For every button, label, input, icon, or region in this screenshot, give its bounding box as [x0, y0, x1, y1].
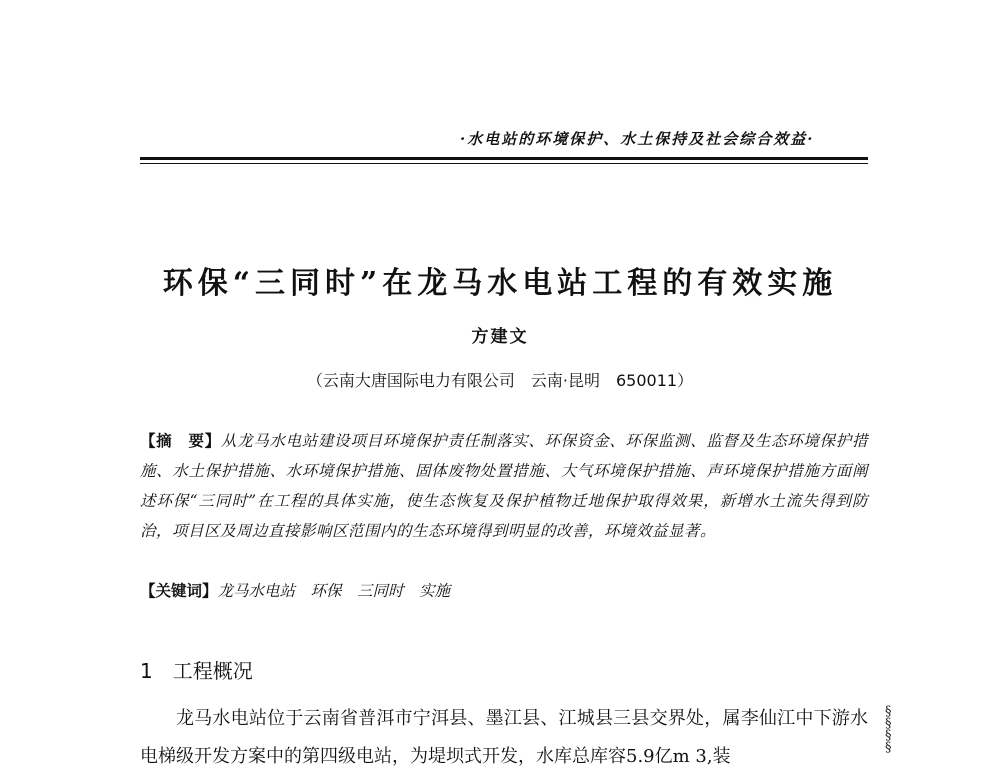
section-heading: 1 工程概况	[140, 659, 253, 683]
abstract-label: 【摘 要】	[140, 432, 221, 450]
margin-section-marks: § § § §	[885, 704, 892, 755]
keywords	[140, 576, 868, 606]
abstract-text: 从龙马水电站建设项目环境保护责任制落实、环保资金、环保监测、监督及生态环境保护措施、水土保护措施、水环境保护措施、固体废物处置措施、大气环境保护措施、声环境保护措施方面阐述环保“三同时”在工程的具体实施，使生态恢复及保护植物迁地保护取得效果，新增水土流失得到防治，项目区及周边直接影响区范围内的生态环境得到明显的改善，环境效益显著。	[140, 432, 868, 540]
header-rule-thick	[140, 157, 868, 160]
running-header: ·水电站的环境保护、水土保持及社会综合效益·	[460, 130, 815, 148]
margin-marks	[885, 706, 901, 766]
header-rule-thin	[140, 163, 868, 164]
keywords-text: 龙马水电站 环保 三同时 实施	[217, 582, 451, 600]
section-paragraph: 龙马水电站位于云南省普洱市宁洱县、墨江县、江城县三县交界处，属李仙江中下游水电梯级开发方案中的第四级电站，为堤坝式开发，水库总库容5.9亿m 3,装	[140, 708, 868, 767]
author-affiliation: （云南大唐国际电力有限公司 云南·昆明 650011）	[306, 371, 694, 390]
paper-title: 环保“三同时”在龙马水电站工程的有效实施	[162, 266, 838, 301]
abstract	[140, 426, 868, 546]
author-name: 方建文	[471, 327, 529, 347]
keywords-label: 【关键词】	[140, 582, 218, 600]
